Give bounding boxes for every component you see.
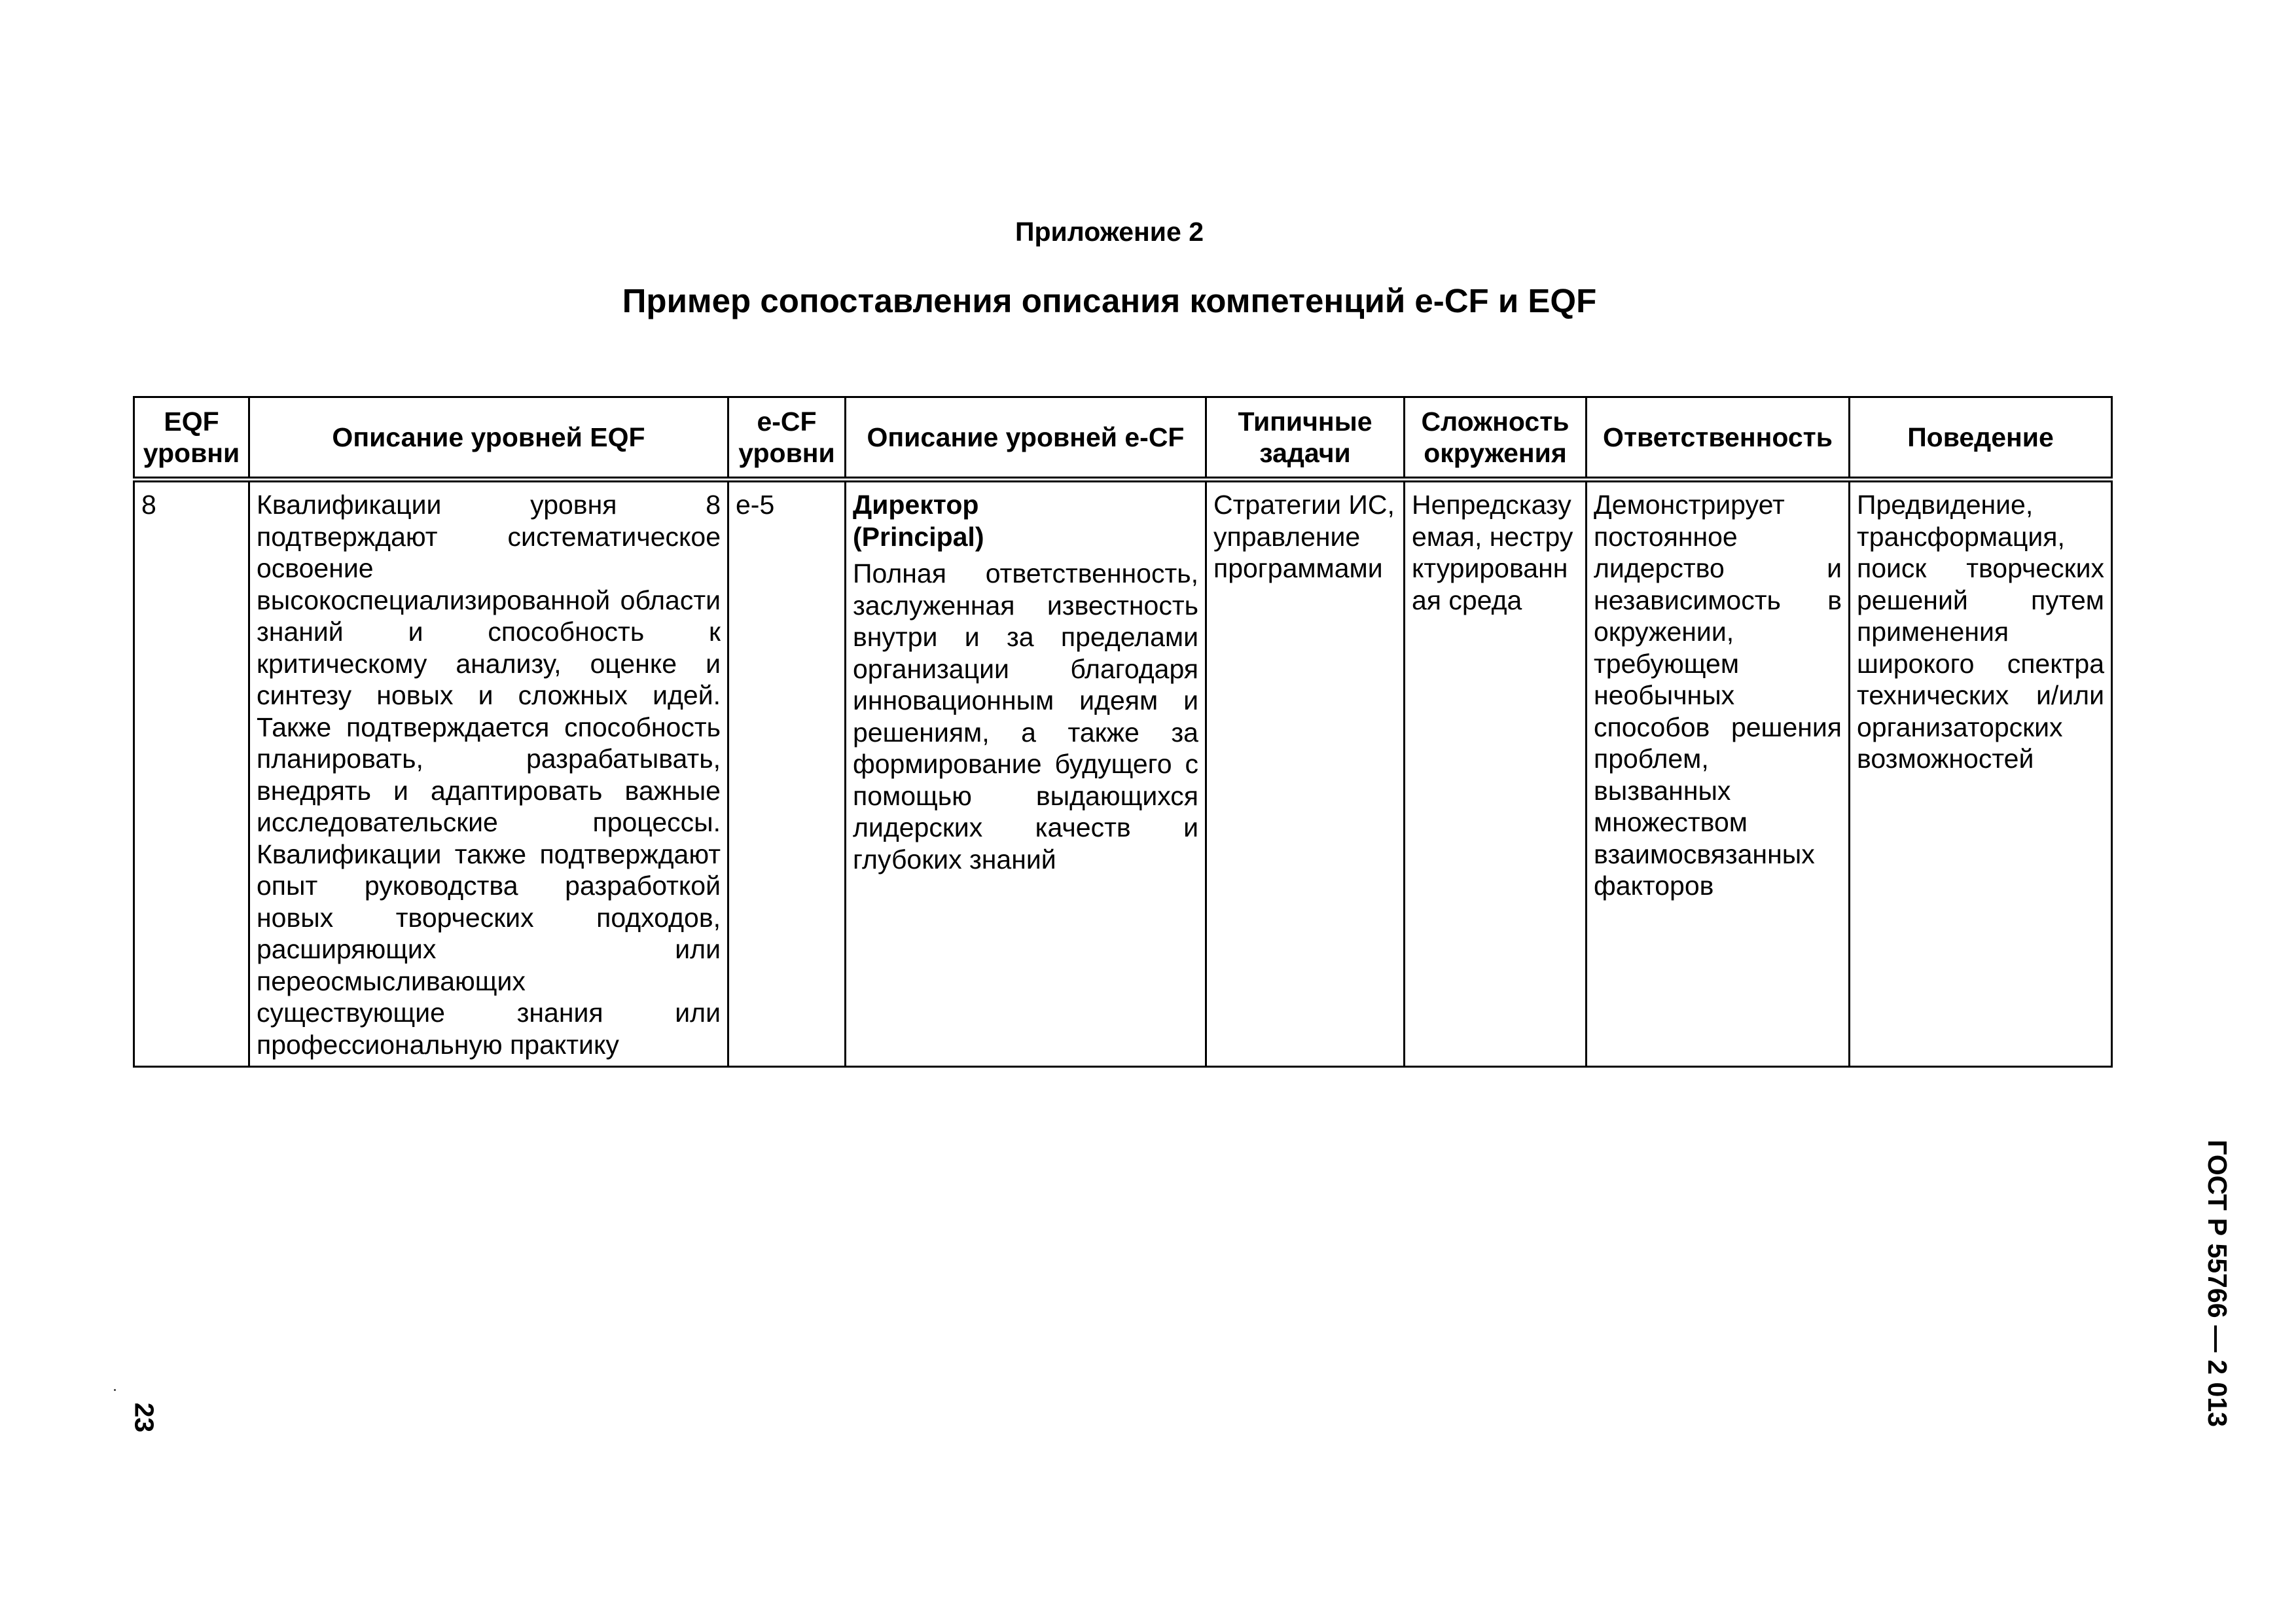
cell-complexity: Непредсказуемая, неструктурированная среда <box>1405 480 1587 1067</box>
cell-ecf-description <box>846 480 1206 1067</box>
header-complexity: Сложность окружения <box>1405 397 1587 480</box>
header-ecf-levels-line2: уровни <box>738 438 835 468</box>
header-eqf-description: Описание уровней EQF <box>249 397 728 480</box>
ecf-role-name: Директор <box>853 490 979 520</box>
comparison-table <box>133 396 2113 1068</box>
cell-typical-tasks: Стратегии ИС, управление программами <box>1206 480 1405 1067</box>
header-behavior: Поведение <box>1850 397 2112 480</box>
header-ecf-description: Описание уровней e-CF <box>846 397 1206 480</box>
appendix-label: Приложение 2 <box>1014 217 1204 247</box>
header-eqf-levels <box>134 397 249 480</box>
page-number <box>128 1391 160 1443</box>
ecf-role-sub: (Principal) <box>853 521 984 552</box>
page-title: Пример сопоставления описания компетенций e-CF и EQF <box>622 282 1597 319</box>
cell-responsibility: Демонстрирует постоянное лидерство и независимость в окружении, требующем необычных способов решения проблем, вызванных множеством взаимосвязанных факторов <box>1587 480 1850 1067</box>
standard-code <box>2201 1139 2233 1427</box>
header-ecf-levels <box>728 397 846 480</box>
cell-ecf-level: e-5 <box>728 480 846 1067</box>
header-ecf-levels-line1: e-CF <box>757 406 817 437</box>
standard-code-text: ГОСТ Р 55766 — 2 013 <box>2202 1139 2233 1427</box>
header-typical-tasks: Типичные задачи <box>1206 397 1405 480</box>
table-header-row <box>134 397 2112 480</box>
table-row <box>134 480 2112 1067</box>
ecf-role-description: Полная ответственность, заслуженная известность внутри и за пределами организации благодаря инновационным идеям и решениям, а также за формирование будущего с помощью выдающихся лидерских качеств и глубоких знаний <box>853 558 1198 875</box>
page-number-text: 23 <box>129 1402 160 1432</box>
header-eqf-levels-line1: EQF <box>164 406 219 437</box>
cell-behavior: Предвидение, трансформация, поиск творческих решений путем применения широкого спектра технических и/или организаторских возможностей <box>1850 480 2112 1067</box>
cell-eqf-description: Квалификации уровня 8 подтверждают систематическое освоение высокоспециализированной области знаний и способность к критическому анализу, оценке и синтезу новых и сложных идей. Также подтверждается способность планировать, разрабатывать, внедрять и адаптировать важные исследовательские процессы. Квалификации также подтверждают опыт руководства разработкой новых творческих подходов, расширяющих или переосмысливающих существующие знания или профессиональную практику <box>249 480 728 1067</box>
cell-eqf-level: 8 <box>134 480 249 1067</box>
header-eqf-levels-line2: уровни <box>143 438 240 468</box>
header-responsibility: Ответственность <box>1587 397 1850 480</box>
scan-speck <box>114 1389 116 1391</box>
